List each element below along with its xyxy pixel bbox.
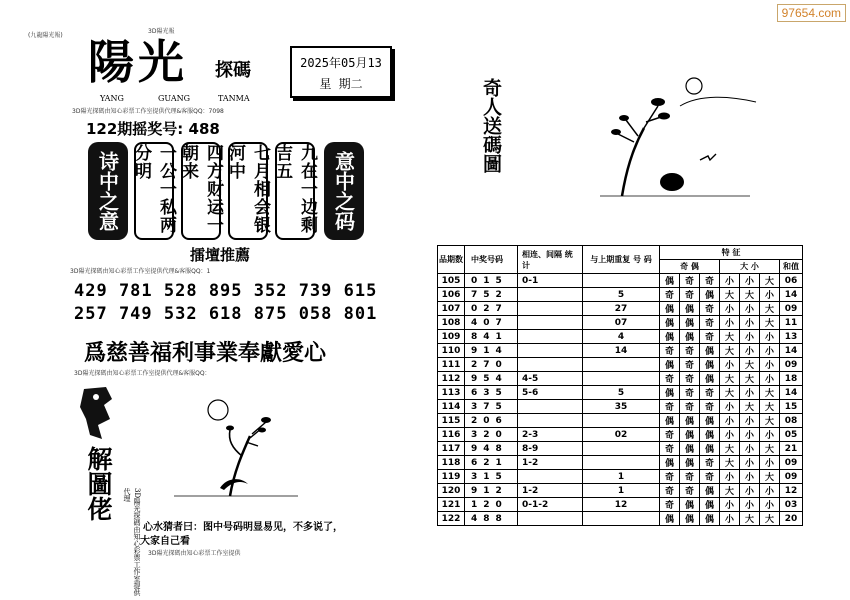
feature-cell: 偶 [680,316,700,330]
poem-left-label: 诗中之意 [88,142,128,240]
feature-cell: 大 [740,512,760,526]
feature-cell: 奇 [700,400,720,414]
feature-cell: 奇 [700,274,720,288]
pinyin-2: GUANG [158,94,191,103]
number-cell: 015 [465,274,518,288]
sum-cell: 14 [780,344,803,358]
issue-cell: 114 [438,400,465,414]
feature-cell: 奇 [700,470,720,484]
feature-cell: 大 [740,400,760,414]
sum-cell: 09 [780,302,803,316]
feature-cell: 奇 [660,372,680,386]
pairs-cell: 8-9 [518,442,583,456]
table-row [438,484,803,498]
table-row [438,386,803,400]
recommend-title: 擂壇推薦 [190,246,251,264]
table-row [438,498,803,512]
qiren-title: 奇人送碼圖 [480,78,502,173]
feature-cell: 奇 [680,372,700,386]
pairs-cell [518,344,583,358]
pairs-cell: 1-2 [518,456,583,470]
feature-cell: 大 [760,512,780,526]
header-tag-right: 3D陽光報 [148,28,175,35]
table-row [438,372,803,386]
sum-cell: 15 [780,400,803,414]
number-cell: 954 [465,372,518,386]
feature-cell: 奇 [700,330,720,344]
pairs-cell: 1-2 [518,484,583,498]
charity-slogan: 爲慈善福利事業奉獻愛心 [84,340,327,366]
prev-cell: 14 [583,344,660,358]
sum-cell: 05 [780,428,803,442]
feature-cell: 大 [760,274,780,288]
issue-cell: 116 [438,428,465,442]
issue-line: 122期摇奖号: 488 [86,120,220,138]
feature-cell: 小 [720,414,740,428]
sum-cell: 20 [780,512,803,526]
header-prev: 与上期重复 号 码 [583,246,660,274]
issue-cell: 107 [438,302,465,316]
puzzle-note-bottom: 3D陽光探碼由知心彩票工作室提供 [148,550,241,557]
draw-weekday: 星 期二 [319,77,363,91]
prev-cell [583,274,660,288]
feature-cell: 小 [760,344,780,358]
poem-col-2: 四方财运一朝来 [181,142,221,240]
feature-cell: 小 [760,498,780,512]
feature-cell: 小 [740,344,760,358]
prev-cell [583,442,660,456]
feature-cell: 小 [720,470,740,484]
feature-cell: 奇 [660,428,680,442]
feature-cell: 小 [760,372,780,386]
pairs-cell: 5-6 [518,386,583,400]
sum-cell: 12 [780,484,803,498]
feature-cell: 大 [760,414,780,428]
header-oddeven: 奇 偶 [660,260,720,274]
table-row [438,512,803,526]
pairs-cell [518,302,583,316]
issue-cell: 119 [438,470,465,484]
feature-cell: 小 [720,428,740,442]
sum-cell: 18 [780,372,803,386]
sum-cell: 08 [780,414,803,428]
sum-cell: 13 [780,330,803,344]
pairs-cell [518,414,583,428]
feature-cell: 大 [740,358,760,372]
feature-cell: 小 [760,428,780,442]
feature-cell: 大 [720,442,740,456]
number-cell: 912 [465,484,518,498]
table-row [438,288,803,302]
prev-cell: 1 [583,484,660,498]
feature-cell: 偶 [660,330,680,344]
number-cell: 375 [465,400,518,414]
number-cell: 948 [465,442,518,456]
sum-cell: 09 [780,358,803,372]
feature-cell: 大 [760,302,780,316]
feature-cell: 偶 [680,442,700,456]
header-tag-left: (九龍陽光報) [28,32,63,39]
number-cell: 488 [465,512,518,526]
sum-cell: 06 [780,274,803,288]
feature-cell: 小 [740,498,760,512]
sum-cell: 11 [780,316,803,330]
table-row [438,302,803,316]
issue-cell: 111 [438,358,465,372]
prev-cell: 02 [583,428,660,442]
feature-cell: 大 [760,386,780,400]
feature-cell: 大 [720,288,740,302]
feature-cell: 小 [740,414,760,428]
feature-cell: 小 [720,316,740,330]
pairs-cell [518,400,583,414]
feature-cell: 大 [720,372,740,386]
feature-cell: 小 [760,484,780,498]
issue-cell: 106 [438,288,465,302]
feature-cell: 小 [760,456,780,470]
feature-cell: 奇 [680,274,700,288]
logo-subtitle: 探碼 [215,60,251,81]
pairs-cell [518,316,583,330]
feature-cell: 偶 [700,358,720,372]
feature-cell: 偶 [700,484,720,498]
feature-cell: 大 [720,330,740,344]
feature-cell: 奇 [680,484,700,498]
prev-cell [583,512,660,526]
table-row [438,442,803,456]
header-sum: 和值 [780,260,803,274]
history-table [437,245,803,526]
pairs-cell [518,512,583,526]
feature-cell: 大 [740,372,760,386]
prev-cell: 5 [583,288,660,302]
feature-cell: 小 [740,456,760,470]
feature-cell: 偶 [680,512,700,526]
feature-cell: 小 [740,330,760,344]
feature-cell: 奇 [680,288,700,302]
sum-cell: 14 [780,386,803,400]
feature-cell: 偶 [700,442,720,456]
feature-cell: 偶 [680,330,700,344]
number-cell: 315 [465,470,518,484]
feature-cell: 奇 [660,498,680,512]
feature-cell: 奇 [660,484,680,498]
feature-cell: 偶 [660,386,680,400]
feature-cell: 偶 [680,456,700,470]
logo-title: 陽光 [88,35,188,89]
feature-cell: 偶 [660,512,680,526]
number-cell: 914 [465,344,518,358]
feature-cell: 奇 [680,400,700,414]
header-pairs: 相连、间隔 统 计 [518,246,583,274]
table-row [438,330,803,344]
feature-cell: 偶 [660,358,680,372]
issue-cell: 120 [438,484,465,498]
issue-cell: 117 [438,442,465,456]
prev-cell [583,456,660,470]
poem-col-3: 七月相会银河中 [228,142,268,240]
feature-cell: 小 [740,442,760,456]
feature-cell: 奇 [680,344,700,358]
number-cell: 320 [465,428,518,442]
feature-cell: 奇 [700,456,720,470]
number-cell: 621 [465,456,518,470]
feature-cell: 大 [720,456,740,470]
issue-cell: 110 [438,344,465,358]
prev-cell: 5 [583,386,660,400]
feature-cell: 小 [740,386,760,400]
issue-cell: 108 [438,316,465,330]
feature-cell: 大 [720,386,740,400]
header-bigsmall: 大 小 [720,260,780,274]
pairs-cell: 2-3 [518,428,583,442]
feature-cell: 奇 [700,302,720,316]
prev-cell [583,358,660,372]
feature-cell: 奇 [660,344,680,358]
puzzle-info-line: 3D陽光探碼由知心彩票工作室提供代理&客服QQ： [74,370,211,377]
feature-cell: 偶 [700,512,720,526]
sum-cell: 03 [780,498,803,512]
number-cell: 841 [465,330,518,344]
feature-cell: 小 [720,512,740,526]
feature-cell: 偶 [680,302,700,316]
table-row [438,414,803,428]
prev-cell: 07 [583,316,660,330]
pairs-cell: 4-5 [518,372,583,386]
feature-cell: 奇 [700,386,720,400]
issue-cell: 118 [438,456,465,470]
recommend-row-2: 257 749 532 618 875 058 801 [74,304,378,324]
qiren-sketch-icon [560,72,760,202]
feature-cell: 偶 [700,428,720,442]
table-row [438,470,803,484]
pairs-cell [518,330,583,344]
poem-col-4: 九在一边剩吉五 [275,142,315,240]
prev-cell [583,414,660,428]
feature-cell: 偶 [680,428,700,442]
issue-cell: 112 [438,372,465,386]
feature-cell: 偶 [700,288,720,302]
feature-cell: 小 [720,400,740,414]
feature-cell: 偶 [700,344,720,358]
header-feature: 特 征 [660,246,803,260]
feature-cell: 偶 [660,316,680,330]
feature-cell: 奇 [660,400,680,414]
number-cell: 635 [465,386,518,400]
puzzle-side-note: 3D陽光探碼由知心彩票工作室提供代理 [123,488,141,597]
issue-cell: 121 [438,498,465,512]
table-row [438,358,803,372]
date-box [290,46,392,98]
header-info-line: 3D陽光探碼由知心彩票工作室提供代理&客服QQ：7098 [72,108,224,115]
feature-cell: 偶 [680,414,700,428]
feature-cell: 大 [720,484,740,498]
table-row [438,456,803,470]
pairs-cell: 0-1-2 [518,498,583,512]
pinyin-3: TANMA [218,94,250,103]
feature-cell: 大 [740,288,760,302]
issue-cell: 113 [438,386,465,400]
feature-cell: 偶 [680,498,700,512]
pinyin-1: YANG [100,94,124,103]
poem-col-1: 一公一私两分明 [134,142,174,240]
puzzle-label: 解圖佬 [84,446,113,521]
issue-cell: 105 [438,274,465,288]
pairs-cell [518,288,583,302]
feature-cell: 偶 [660,456,680,470]
recommend-row-1: 429 781 528 895 352 739 615 [74,281,378,301]
issue-cell: 115 [438,414,465,428]
feature-cell: 小 [760,330,780,344]
prev-cell: 4 [583,330,660,344]
feature-cell: 奇 [680,386,700,400]
feature-cell: 奇 [680,358,700,372]
header-issue: 品期数 [438,246,465,274]
sum-cell: 21 [780,442,803,456]
site-watermark[interactable]: 97654.com [777,4,846,22]
feature-cell: 小 [720,498,740,512]
puzzle-note-line-2: 大家自己看 [140,536,190,547]
table-row [438,400,803,414]
table-row [438,344,803,358]
ink-figure-icon [76,385,116,441]
prev-cell: 27 [583,302,660,316]
pairs-cell [518,470,583,484]
feature-cell: 奇 [700,316,720,330]
draw-date: 2025年05月13 [300,56,382,70]
feature-cell: 偶 [660,274,680,288]
feature-cell: 奇 [660,442,680,456]
table-row [438,274,803,288]
prev-cell: 35 [583,400,660,414]
feature-cell: 偶 [660,302,680,316]
feature-cell: 小 [760,288,780,302]
feature-cell: 大 [760,442,780,456]
feature-cell: 奇 [660,470,680,484]
feature-cell: 偶 [700,372,720,386]
feature-cell: 大 [760,316,780,330]
feature-cell: 奇 [660,288,680,302]
issue-cell: 109 [438,330,465,344]
pairs-cell [518,358,583,372]
table-row [438,316,803,330]
feature-cell: 偶 [700,498,720,512]
puzzle-sketch-icon [170,392,300,500]
prev-cell: 12 [583,498,660,512]
feature-cell: 偶 [700,414,720,428]
feature-cell: 大 [760,400,780,414]
feature-cell: 大 [760,470,780,484]
number-cell: 407 [465,316,518,330]
sum-cell: 14 [780,288,803,302]
number-cell: 206 [465,414,518,428]
prev-cell [583,372,660,386]
sum-cell: 09 [780,456,803,470]
feature-cell: 偶 [660,414,680,428]
feature-cell: 小 [720,274,740,288]
number-cell: 270 [465,358,518,372]
feature-cell: 奇 [680,470,700,484]
recommend-info-line: 3D陽光探碼由知心彩票工作室提供代理&客服QQ：1 [70,268,211,275]
feature-cell: 小 [740,470,760,484]
feature-cell: 小 [740,302,760,316]
poem-right-label: 意中之码 [324,142,364,240]
prev-cell: 1 [583,470,660,484]
issue-cell: 122 [438,512,465,526]
header-number: 中奖号码 [465,246,518,274]
pairs-cell: 0-1 [518,274,583,288]
number-cell: 027 [465,302,518,316]
sum-cell: 09 [780,470,803,484]
feature-cell: 小 [740,484,760,498]
table-row [438,428,803,442]
feature-cell: 小 [760,358,780,372]
feature-cell: 小 [740,274,760,288]
history-body [438,274,803,526]
feature-cell: 小 [740,316,760,330]
number-cell: 752 [465,288,518,302]
feature-cell: 小 [740,428,760,442]
number-cell: 120 [465,498,518,512]
feature-cell: 小 [720,302,740,316]
feature-cell: 大 [720,344,740,358]
puzzle-note-line-1: 心水猜者曰：图中号码明显易见，不多说了， [143,522,343,533]
feature-cell: 小 [720,358,740,372]
